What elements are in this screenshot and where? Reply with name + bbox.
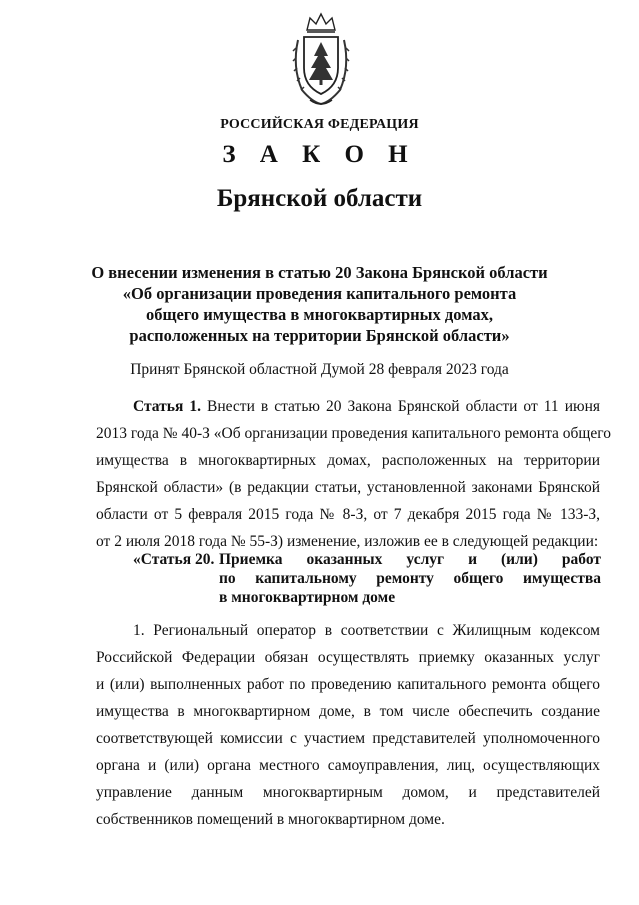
article20-title-line: по капитальному ремонту общего имущества: [219, 570, 601, 587]
article1-line: Брянской области» (в редакции статьи, установленной законами Брянской: [96, 479, 600, 496]
law-subject-title: [0, 262, 639, 346]
paragraph1-line: управление данным многоквартирным домом, и представителей: [96, 784, 600, 801]
article1-line: области от 5 февраля 2015 года № 8-З, от 7 декабря 2015 года № 133-З,: [96, 506, 600, 523]
article1-line: 2013 года № 40-З «Об организации проведения капитального ремонта общего: [96, 425, 611, 442]
adoption-note: Принят Брянской областной Думой 28 февраля 2023 года: [130, 361, 509, 378]
subject-line: общего имущества в многоквартирных домах,: [146, 305, 493, 324]
article1-line: имущества в многоквартирных домах, расположенных на территории: [96, 452, 600, 469]
subject-line: расположенных на территории Брянской области»: [129, 326, 510, 345]
article20-number: «Статья 20.: [133, 551, 215, 568]
paragraph1-line: органа и (или) органа местного самоуправления, лиц, осуществляющих: [96, 757, 600, 774]
paragraph1-line: имущества в многоквартирном доме, в том числе обеспечить создание: [96, 703, 600, 720]
paragraph1-line: и (или) выполненных работ по проведению капитального ремонта общего: [96, 676, 600, 693]
article1-label: Статья 1.: [133, 398, 201, 415]
article1-first-line: [133, 398, 600, 416]
article1-text: Внести в статью 20 Закона Брянской области от 11 июня: [207, 398, 601, 415]
paragraph1-line: Российской Федерации обязан осуществлять приемку оказанных услуг: [96, 649, 600, 666]
article20-title-line: в многоквартирном доме: [219, 589, 396, 606]
region-heading: Брянской области: [216, 185, 423, 212]
subject-line: «Об организации проведения капитального ремонта: [122, 284, 517, 303]
paragraph1-line: собственников помещений в многоквартирном доме.: [96, 811, 445, 828]
article1-line: от 2 июля 2018 года № 55-З) изменение, изложив ее в следующей редакции:: [96, 533, 599, 550]
article20-title-line: Приемка оказанных услуг и (или) работ: [219, 551, 601, 568]
subject-line: О внесении изменения в статью 20 Закона Брянской области: [91, 263, 548, 282]
federation-heading: РОССИЙСКАЯ ФЕДЕРАЦИЯ: [220, 117, 419, 132]
paragraph1-line: соответствующей комиссии с участием представителей уполномоченного: [96, 730, 600, 747]
law-heading: З А К О Н: [222, 141, 417, 168]
paragraph1-line: 1. Региональный оператор в соответствии с Жилищным кодексом: [133, 622, 600, 639]
coat-of-arms-emblem: [290, 12, 352, 108]
